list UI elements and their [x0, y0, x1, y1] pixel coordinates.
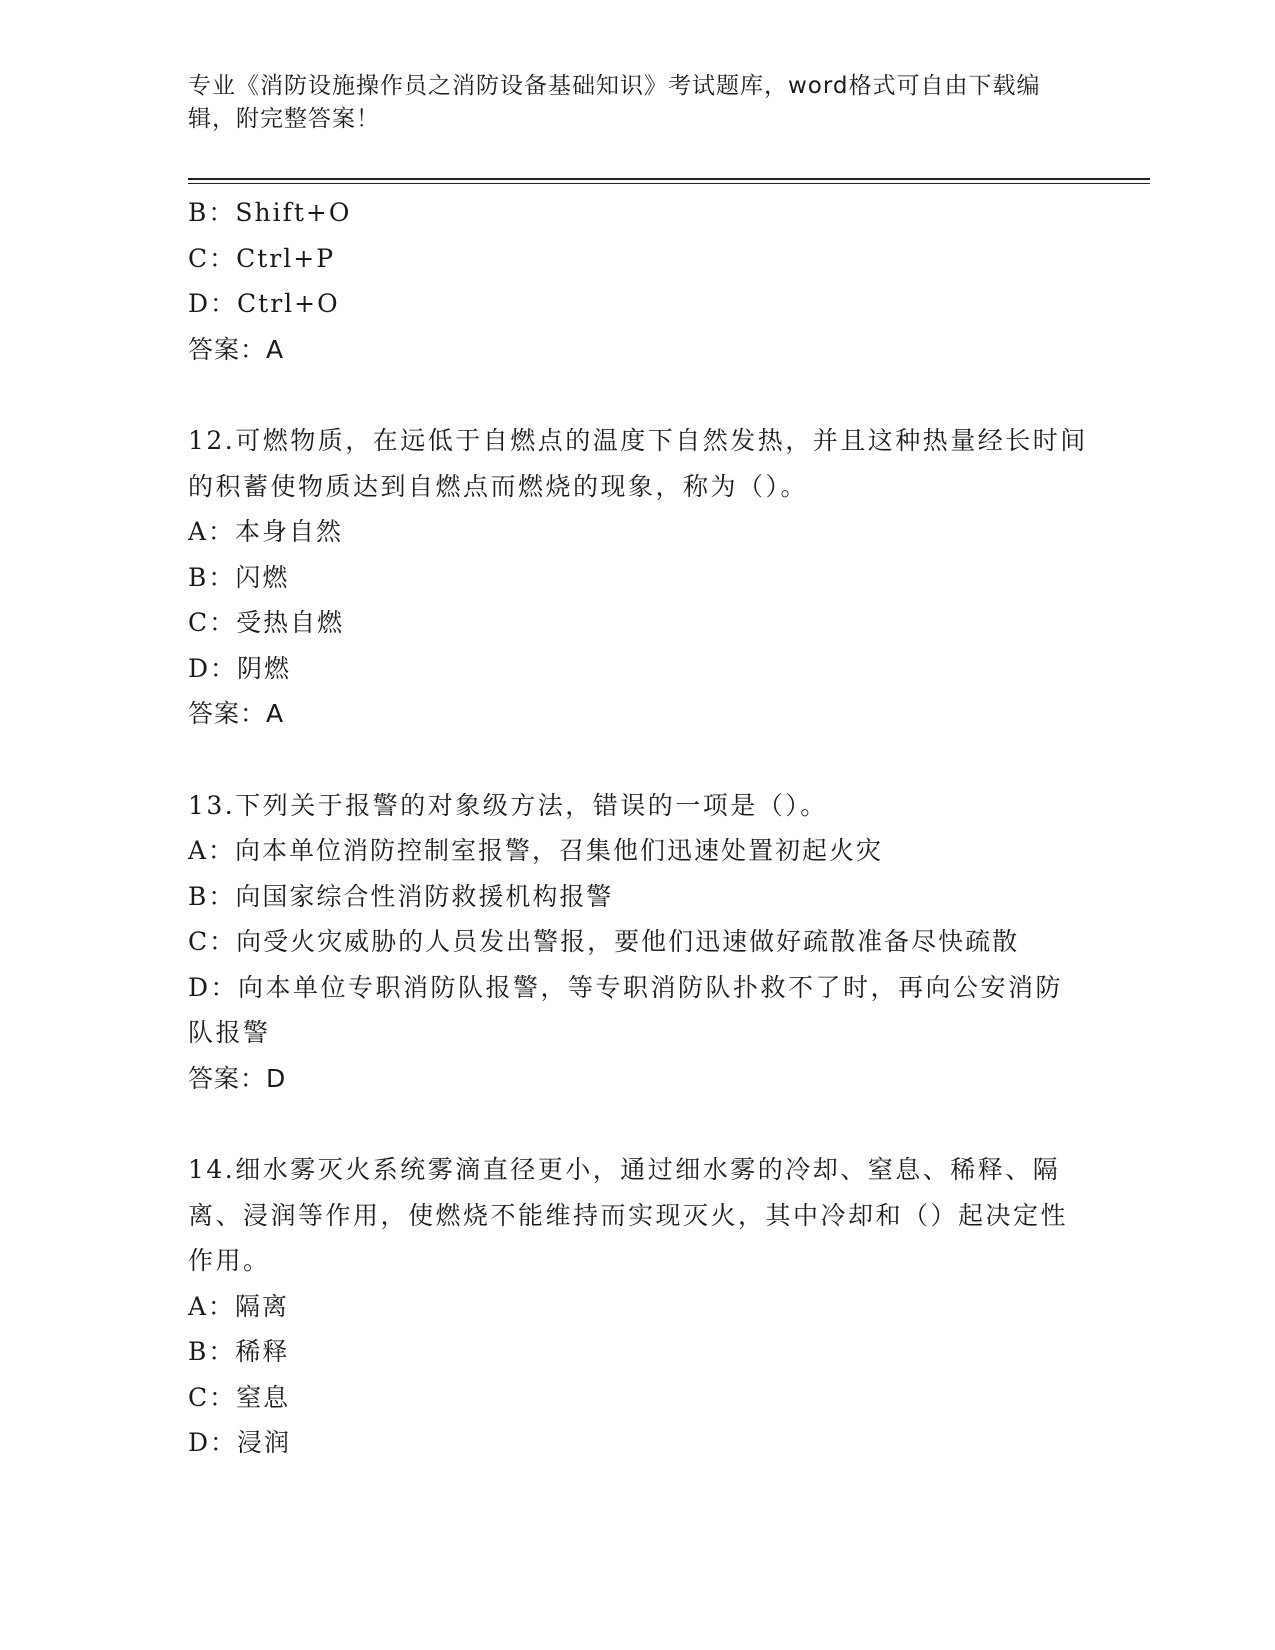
- option-b: B：Shift+O: [188, 198, 352, 227]
- question-14: [188, 1147, 1088, 1466]
- question-text: 12.可燃物质，在远低于自燃点的温度下自然发热，并且这种热量经长时间的积蓄使物质达到自燃点而燃烧的现象，称为（）。: [188, 426, 1088, 501]
- question-text: 13.下列关于报警的对象级方法，错误的一项是（）。: [188, 790, 828, 820]
- answer-line: 答案：A: [188, 699, 285, 728]
- option-d: D：阴燃: [188, 653, 292, 683]
- option-c: C：窒息: [188, 1382, 291, 1412]
- option-a: A：向本单位消防控制室报警，召集他们迅速处置初起火灾: [188, 836, 884, 865]
- question-list: [188, 190, 1088, 1466]
- header-divider-thin: [188, 183, 1150, 184]
- previous-question-tail: [188, 190, 1088, 372]
- option-a: A：隔离: [188, 1291, 290, 1321]
- question-13: [188, 783, 1088, 1102]
- option-d: D：Ctrl+O: [188, 289, 340, 318]
- answer-line: 答案：A: [188, 334, 285, 364]
- header-divider-thick: [188, 178, 1150, 180]
- option-b: B：闪燃: [188, 562, 290, 592]
- option-c: C：向受火灾威胁的人员发出警报，要他们迅速做好疏散准备尽快疏散: [188, 927, 1020, 956]
- option-d: D：向本单位专职消防队报警，等专职消防队扑救不了时，再向公安消防队报警: [188, 972, 1064, 1047]
- option-b: B：稀释: [188, 1337, 290, 1366]
- option-a: A：本身自然: [188, 517, 344, 546]
- option-c: C：Ctrl+P: [188, 243, 336, 273]
- option-b: B：向国家综合性消防救援机构报警: [188, 881, 614, 911]
- option-c: C：受热自燃: [188, 608, 345, 637]
- question-12: [188, 418, 1088, 737]
- answer-line: 答案：D: [188, 1063, 287, 1093]
- question-text: 14.细水雾灭火系统雾滴直径更小，通过细水雾的冷却、窒息、稀释、隔离、浸润等作用，使燃烧不能维持而实现灭火，其中冷却和（）起决定性作用。: [188, 1155, 1069, 1275]
- option-d: D：浸润: [188, 1428, 292, 1457]
- document-header: 专业《消防设施操作员之消防设备基础知识》考试题库，word格式可自由下载编辑，附完整答案！: [188, 73, 1041, 132]
